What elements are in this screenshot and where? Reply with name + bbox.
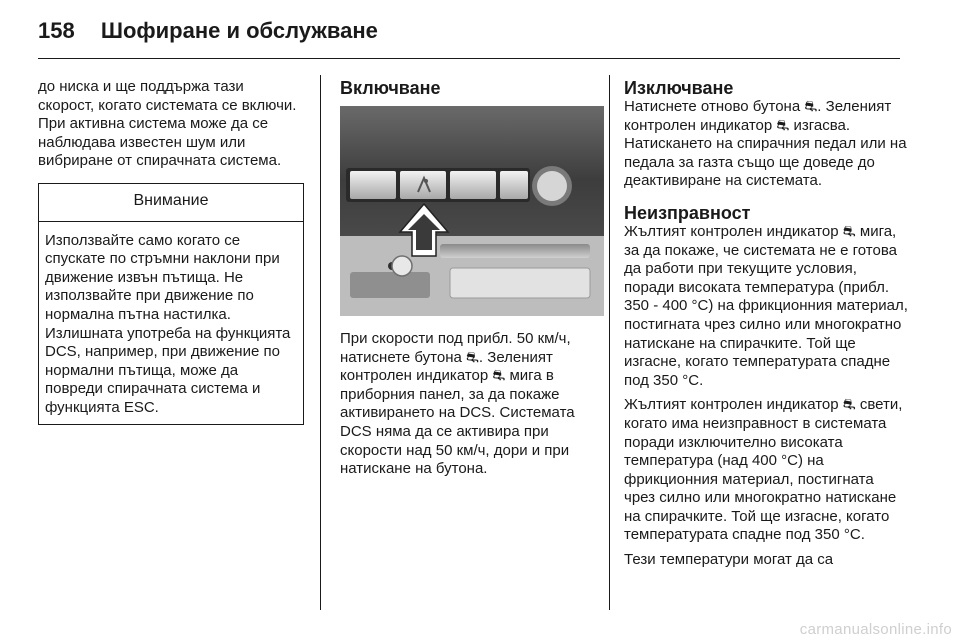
section-heading-activation: Включване	[340, 78, 441, 98]
malfunction-paragraph-1: Жълтият контролен индикатор ⛐ мига, за да покаже, че системата не е готова да работи при текущите условия, поради високата температура (прибл. 350 - 400 °C) на фрикционния материал, постигната чрез силно или многократно натискане на спирачките. Той ще изгасне, когато температурата спадне под 350 °C.	[624, 222, 908, 389]
page-number: 158	[38, 18, 75, 43]
watermark: carmanualsonline.info	[799, 621, 952, 638]
section-heading-malfunction: Неизправност	[624, 202, 751, 223]
column-left	[38, 78, 304, 425]
dcs-button-illustration	[340, 106, 604, 316]
column-divider-2	[609, 75, 610, 610]
page-header	[38, 18, 378, 44]
warning-box	[38, 183, 304, 425]
intro-paragraph: до ниска и ще поддържа тази скорост, когато системата се включи. При активна система може да се наблюдава известен шум или вибриране от спирачната система.	[38, 78, 297, 170]
page-title: Шофиране и обслужване	[100, 18, 378, 43]
malfunction-paragraph-2: Жълтият контролен индикатор ⛐ свети, когато има неизправност в системата поради изключително високата температура (над 400 °C) на фрикционния материал, постигната чрез силно или многократно натискане на спирачките. Той ще изгасне, когато температурата спадне под 350 °C.	[624, 396, 903, 544]
column-middle	[340, 78, 604, 485]
warning-title: Внимание	[39, 184, 303, 222]
deactivation-paragraph: Натиснете отново бутона ⛐. Зеленият контролен индикатор ⛐ изгасва. Натискането на спирачния педал или на педала за газта също ще доведе до деактивиране на системата.	[624, 98, 907, 190]
section-heading-deactivation: Изключване	[624, 78, 734, 98]
activation-paragraph: При скорости под прибл. 50 км/ч, натиснете бутона ⛐. Зеленият контролен индикатор ⛐ мига в приборния панел, за да покаже активирането на DCS. Системата DCS няма да се активира при скорости над 50 км/ч, дори и при натискане на бутона.	[340, 330, 575, 478]
warning-body: Използвайте само когато се спускате по стръмни наклони при движение извън пътища. Не използвайте при движение по нормална пътна настилка. Излишната употреба на функцията DCS, например, при движение по нормални пътища, може да повреди спирачната система и функцията ESC.	[45, 231, 291, 416]
malfunction-paragraph-3: Тези температури могат да са	[624, 551, 834, 569]
column-right	[624, 78, 908, 576]
header-divider	[38, 58, 900, 59]
column-divider-1	[320, 75, 321, 610]
console-figure	[340, 106, 604, 316]
